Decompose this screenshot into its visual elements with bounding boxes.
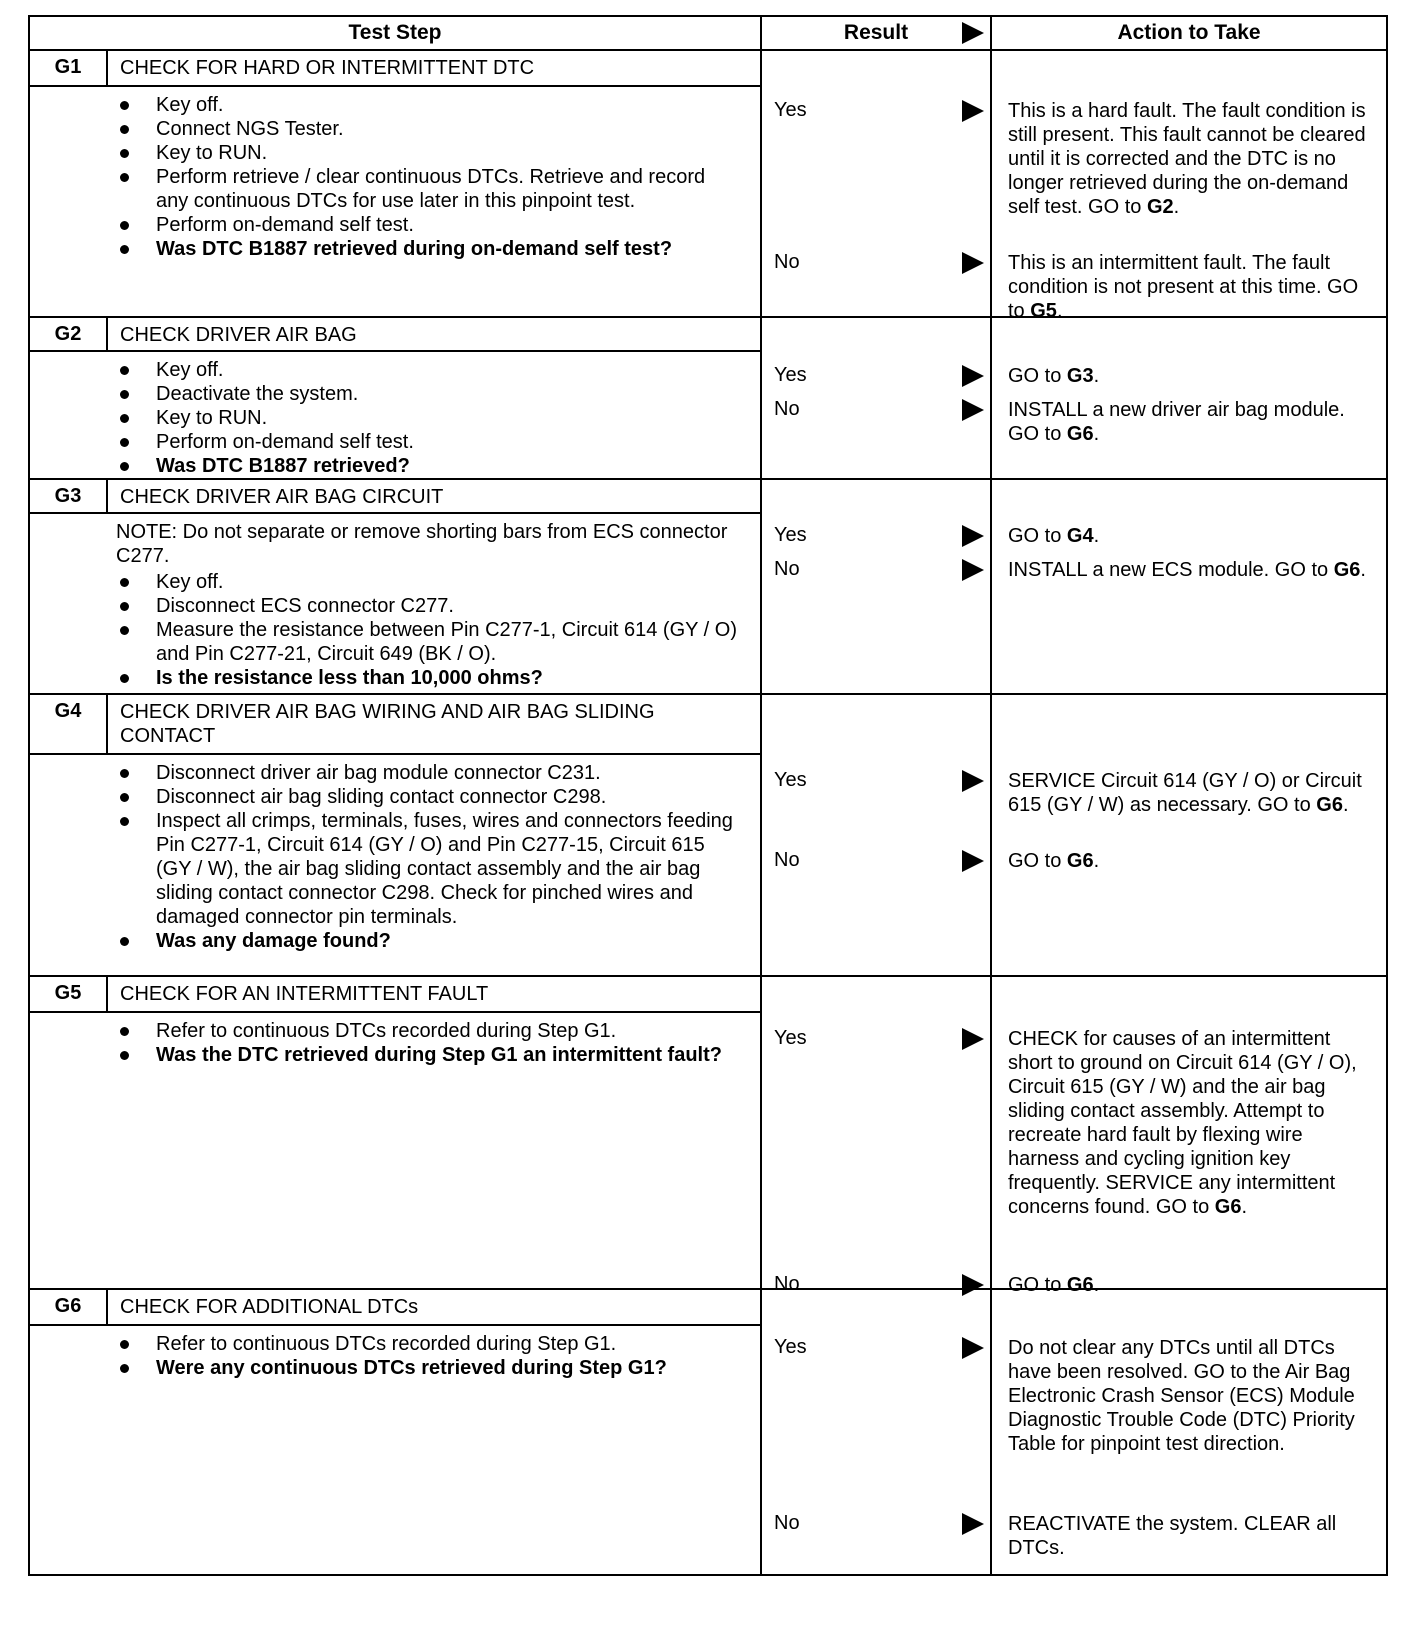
result-no: No [774, 398, 800, 420]
step-item: Key to RUN. [120, 406, 740, 430]
step-list [120, 93, 740, 261]
step-title: CHECK DRIVER AIR BAG CIRCUIT [120, 486, 444, 508]
result-no: No [774, 251, 800, 273]
step-body [30, 1013, 760, 1073]
step-body [30, 1326, 760, 1386]
action-goto-step: G6 [1333, 559, 1361, 581]
arrow-right-icon [962, 399, 984, 421]
action-no [1008, 1512, 1378, 1560]
arrow-right-icon [962, 1028, 984, 1050]
step-question: Was the DTC retrieved during Step G1 an intermittent fault? [120, 1043, 740, 1067]
step-heading [30, 695, 760, 755]
test-step-cell [30, 1290, 762, 1574]
action-text: INSTALL a new ECS module. GO to [1008, 559, 1334, 581]
result-yes: Yes [774, 1027, 807, 1049]
step-item: Perform on-demand self test. [120, 213, 740, 237]
step-item: Key to RUN. [120, 141, 740, 165]
step-id: G6 [30, 1290, 108, 1324]
step-id: G5 [30, 977, 108, 1011]
step-item: Refer to continuous DTCs recorded during Step G1. [120, 1019, 740, 1043]
action-no: This is an intermittent fault. The fault condition is not present at this time. GO to G5. [1008, 252, 1359, 322]
step-id: G1 [30, 51, 108, 85]
pinpoint-test-table [28, 15, 1388, 1576]
action-text: SERVICE Circuit 614 (GY / O) or Circuit 615 (GY / W) as necessary. GO to [1008, 770, 1362, 816]
result-cell [762, 480, 992, 693]
result-yes: Yes [774, 364, 807, 386]
action-yes: GO to G3. [1008, 365, 1100, 387]
action-no: INSTALL a new driver air bag module. GO to G6. [1008, 399, 1345, 445]
step-item: Inspect all crimps, terminals, fuses, wires and connectors feeding Pin C277-1, Circuit 614 (GY / O) and Pin C277-15, Circuit 615 (GY / W), the air bag sliding contact assembly and the air bag sliding contact connector C298. Check for pinched wires and damaged connector pin terminals. [120, 809, 740, 929]
action-goto-step: G6 [1214, 1196, 1242, 1218]
action-text: INSTALL a new driver air bag module. GO to [1008, 399, 1345, 445]
step-item: Connect NGS Tester. [120, 117, 740, 141]
action-text: This is a hard fault. The fault condition is still present. This fault cannot be cleared until it is corrected and the DTC is no longer retrieved during the on-demand self test. GO to [1008, 100, 1366, 218]
result-no: No [774, 558, 800, 580]
result-no: No [774, 849, 800, 871]
action-goto-step: G3 [1066, 365, 1094, 387]
arrow-right-icon [962, 559, 984, 581]
result-yes: Yes [774, 524, 807, 546]
table-header [30, 17, 1388, 51]
step-question: Was any damage found? [120, 929, 740, 953]
step-heading [30, 51, 760, 87]
step-question: Was DTC B1887 retrieved? [120, 454, 740, 478]
arrow-right-icon [962, 252, 984, 274]
step-question: Were any continuous DTCs retrieved during Step G1? [120, 1356, 740, 1380]
header-action: Action to Take [992, 17, 1388, 49]
step-heading [30, 318, 760, 352]
action-text: REACTIVATE the system. CLEAR all DTCs. [1008, 1513, 1337, 1559]
result-cell [762, 51, 992, 316]
step-title: CHECK DRIVER AIR BAG [120, 324, 357, 346]
result-cell [762, 318, 992, 478]
step-list [120, 1019, 740, 1067]
action-yes [1008, 1336, 1378, 1456]
action-cell [992, 977, 1388, 1296]
step-item: Deactivate the system. [120, 382, 740, 406]
action-cell [992, 695, 1388, 975]
step-item: Disconnect driver air bag module connector C231. [120, 761, 740, 785]
action-no: GO to G6. [1008, 1274, 1100, 1296]
header-result [762, 17, 992, 49]
table-row [30, 1290, 1388, 1574]
action-cell [992, 318, 1388, 478]
arrow-right-icon [962, 525, 984, 547]
step-title: CHECK FOR ADDITIONAL DTCs [120, 1296, 419, 1318]
arrow-right-icon [962, 770, 984, 792]
header-result-label: Result [843, 21, 909, 44]
result-cell [762, 695, 992, 975]
step-item: Measure the resistance between Pin C277-1, Circuit 614 (GY / O) and Pin C277-21, Circuit 649 (BK / O). [120, 618, 740, 666]
test-step-cell [30, 695, 762, 975]
result-cell [762, 977, 992, 1295]
action-cell [992, 51, 1388, 322]
test-step-cell [30, 977, 762, 1288]
step-title: CHECK FOR AN INTERMITTENT FAULT [120, 983, 489, 1005]
action-goto-step: G6 [1316, 794, 1343, 816]
step-title: CHECK FOR HARD OR INTERMITTENT DTC [120, 57, 535, 79]
step-item: Key off. [120, 570, 740, 594]
result-yes: Yes [774, 99, 807, 121]
step-list [120, 761, 740, 953]
result-cell [762, 1290, 992, 1574]
action-text: This is an intermittent fault. The fault condition is not present at this time. GO to [1008, 252, 1359, 322]
action-cell [992, 480, 1388, 693]
arrow-right-icon [962, 22, 984, 44]
step-id: G4 [30, 695, 108, 753]
step-id: G3 [30, 480, 108, 512]
action-goto-step: G2 [1146, 196, 1174, 218]
step-heading [30, 977, 760, 1013]
action-yes: This is a hard fault. The fault condition is still present. This fault cannot be cleared until it is corrected and the DTC is no longer retrieved during the on-demand self test. GO to G2. [1008, 100, 1366, 218]
action-goto-step: G6 [1066, 423, 1094, 445]
action-yes: SERVICE Circuit 614 (GY / O) or Circuit 615 (GY / W) as necessary. GO to G6. [1008, 770, 1362, 816]
step-item: Disconnect ECS connector C277. [120, 594, 740, 618]
result-yes: Yes [774, 769, 807, 791]
test-step-cell [30, 51, 762, 316]
step-list [120, 358, 740, 478]
table-row [30, 318, 1388, 480]
arrow-right-icon [962, 365, 984, 387]
step-item: Disconnect air bag sliding contact connector C298. [120, 785, 740, 809]
step-body [30, 87, 760, 267]
step-note: NOTE: Do not separate or remove shorting bars from ECS connector C277. [116, 521, 728, 567]
action-cell [992, 1290, 1388, 1574]
table-row [30, 51, 1388, 322]
step-item: Perform retrieve / clear continuous DTCs. Retrieve and record any continuous DTCs for use later in this pinpoint test. [120, 165, 740, 213]
arrow-right-icon [962, 850, 984, 872]
action-text: GO to [1008, 525, 1067, 547]
table-row [30, 480, 1388, 695]
step-id: G2 [30, 318, 108, 350]
action-goto-step: G5 [1030, 300, 1057, 322]
action-no: INSTALL a new ECS module. GO to G6. [1008, 559, 1366, 581]
table-row [30, 695, 1388, 977]
action-text: GO to [1008, 1274, 1067, 1296]
step-question: Is the resistance less than 10,000 ohms? [120, 666, 740, 690]
result-no: No [774, 1512, 800, 1534]
step-item: Refer to continuous DTCs recorded during Step G1. [120, 1332, 740, 1356]
step-title: CHECK DRIVER AIR BAG WIRING AND AIR BAG SLIDING CONTACT [120, 701, 655, 747]
table-body [30, 51, 1388, 1574]
action-text: GO to [1008, 850, 1067, 872]
action-text: GO to [1008, 365, 1067, 387]
step-item: Key off. [120, 93, 740, 117]
action-no: GO to G6. [1008, 850, 1100, 872]
step-heading [30, 1290, 760, 1326]
header-test-step: Test Step [30, 17, 762, 49]
step-item: Perform on-demand self test. [120, 430, 740, 454]
step-item: Key off. [120, 358, 740, 382]
step-body [30, 352, 760, 484]
table-row [30, 977, 1388, 1296]
action-goto-step: G6 [1066, 1274, 1094, 1296]
step-list [120, 1332, 740, 1380]
result-yes: Yes [774, 1336, 807, 1358]
action-yes: GO to G4. [1008, 525, 1100, 547]
step-body [30, 514, 760, 696]
action-goto-step: G4 [1066, 525, 1094, 547]
arrow-right-icon [962, 100, 984, 122]
test-step-cell [30, 480, 762, 693]
action-yes: CHECK for causes of an intermittent short to ground on Circuit 614 (GY / O), Circuit 615 (GY / W) and the air bag sliding contact assembly. Attempt to recreate hard fault by flexing wire harness and cycling ignition key frequently. SERVICE any intermittent concerns found. GO to G6. [1008, 1028, 1357, 1218]
action-text: Do not clear any DTCs until all DTCs have been resolved. GO to the Air Bag Electronic Crash Sensor (ECS) Module Diagnostic Trouble Code (DTC) Priority Table for pinpoint test direction. [1008, 1337, 1355, 1455]
step-heading [30, 480, 760, 514]
arrow-right-icon [962, 1337, 984, 1359]
result-no: No [774, 1273, 800, 1295]
test-step-cell [30, 318, 762, 478]
step-question: Was DTC B1887 retrieved during on-demand self test? [120, 237, 740, 261]
action-goto-step: G6 [1066, 850, 1094, 872]
action-text: CHECK for causes of an intermittent short to ground on Circuit 614 (GY / O), Circuit 615 (GY / W) and the air bag sliding contact assembly. Attempt to recreate hard fault by flexing wire harness and cycling ignition key frequently. SERVICE any intermittent concerns found. GO to [1008, 1028, 1357, 1218]
step-list [120, 570, 740, 690]
step-body [30, 755, 760, 959]
arrow-right-icon [962, 1513, 984, 1535]
